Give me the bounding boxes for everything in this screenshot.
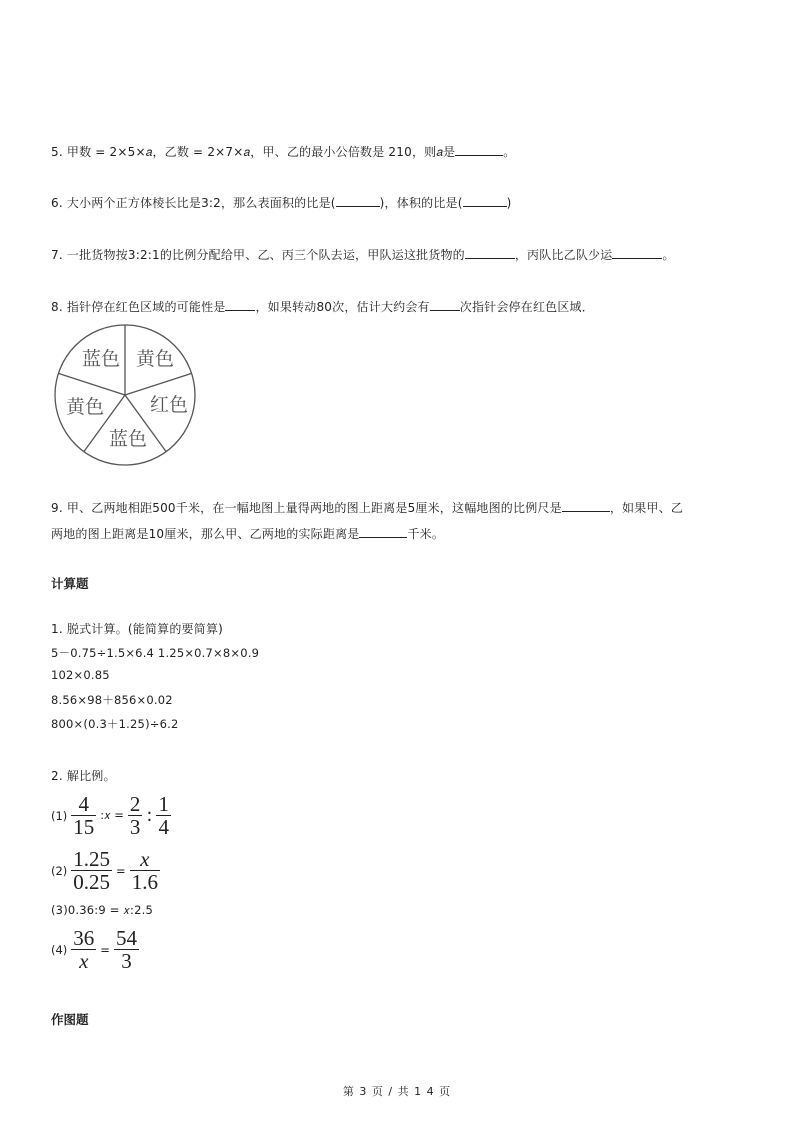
spinner-sector-yellow-top: 黄色 xyxy=(135,348,175,370)
denominator: 3 xyxy=(121,949,132,973)
question-8-text: 8. 指针停在红色区域的可能性是 xyxy=(51,300,226,314)
question-9-text-3: 两地的图上距离是10厘米，那么甲、乙两地的实际距离是 xyxy=(51,527,360,541)
calc-1-title: 1. 脱式计算。(能简算的要简算) xyxy=(51,622,224,636)
colon: : xyxy=(146,805,153,826)
answer-blank[interactable] xyxy=(465,246,515,259)
calc-2-title: 2. 解比例。 xyxy=(51,769,116,783)
calc-1-line: 102×0.85 xyxy=(51,668,110,682)
proportion-2 xyxy=(51,848,160,893)
question-8-text-2: ，如果转动80次，估计大约会有 xyxy=(255,300,430,314)
fraction xyxy=(130,848,160,893)
fraction xyxy=(156,793,171,838)
proportion-operator: :𝑥 = xyxy=(100,808,124,822)
question-7-text-3: 。 xyxy=(662,248,675,262)
answer-blank[interactable] xyxy=(225,298,255,311)
question-5 xyxy=(51,143,515,160)
denominator: 4 xyxy=(158,815,169,839)
calc-1-line: 5－0.75÷1.5×6.4 1.25×0.7×8×0.9 xyxy=(51,646,260,660)
answer-blank[interactable] xyxy=(612,246,662,259)
question-7-text: 7. 一批货物按3:2:1的比例分配给甲、乙、丙三个队去运，甲队运这批货物的 xyxy=(51,248,465,262)
denominator: 15 xyxy=(73,815,95,839)
numerator: 4 xyxy=(78,792,90,816)
denominator: 0.25 xyxy=(73,870,111,894)
question-8-text-3: 次指针会停在红色区域． xyxy=(459,300,594,314)
question-7 xyxy=(51,246,675,263)
spinner-sector-yellow-left: 黄色 xyxy=(65,396,105,418)
numerator: 54 xyxy=(115,926,137,950)
answer-blank[interactable] xyxy=(336,194,380,207)
spinner-divider xyxy=(58,373,125,395)
section-heading-calculation: 计算题 xyxy=(51,576,89,591)
equals-sign: = xyxy=(100,942,110,957)
question-9 xyxy=(51,499,683,516)
question-6-text-2: )，体积的比是( xyxy=(379,196,463,210)
answer-blank[interactable] xyxy=(359,525,407,538)
question-5-text: 5. 甲数 = 2×5×𝑎，乙数 = 2×7×𝑎，甲、乙的最小公倍数是 210，则𝑎是 xyxy=(51,145,456,159)
question-5-tail: 。 xyxy=(503,145,516,159)
question-6 xyxy=(51,194,512,211)
calc-1-line: 800×(0.3＋1.25)÷6.2 xyxy=(51,717,179,731)
proportion-label: (1) xyxy=(51,808,68,823)
answer-blank[interactable] xyxy=(562,499,610,512)
question-9-text: 9. 甲、乙两地相距500千米，在一幅地图上量得两地的图上距离是5厘米，这幅地图的比例尺是 xyxy=(51,501,562,515)
numerator: x xyxy=(140,847,150,871)
proportion-3: (3)0.36:9 = 𝑥:2.5 xyxy=(51,903,154,917)
numerator: 36 xyxy=(73,926,95,950)
spinner-sector-blue-top: 蓝色 xyxy=(81,348,121,370)
spinner-divider xyxy=(125,373,192,395)
fraction xyxy=(128,793,143,838)
fraction xyxy=(114,927,139,972)
question-9-line-2 xyxy=(51,525,444,542)
denominator: 3 xyxy=(129,815,141,839)
proportion-label: (4) xyxy=(51,942,68,957)
equals-sign: = xyxy=(116,863,126,878)
answer-blank[interactable] xyxy=(455,143,503,156)
spinner-sector-red: 红色 xyxy=(149,394,189,416)
calc-1-line: 8.56×98＋856×0.02 xyxy=(51,693,173,707)
question-9-text-4: 千米。 xyxy=(407,527,445,541)
question-7-text-2: ，丙队比乙队少运 xyxy=(514,248,613,262)
proportion-1 xyxy=(51,793,171,838)
denominator: x xyxy=(79,949,89,973)
spinner-figure xyxy=(51,323,201,469)
numerator: 1 xyxy=(158,792,169,816)
section-heading-drawing: 作图题 xyxy=(51,1012,89,1027)
answer-blank[interactable] xyxy=(463,194,507,207)
question-8 xyxy=(51,298,594,315)
spinner-sector-blue-bottom: 蓝色 xyxy=(108,428,148,450)
question-6-text-3: ) xyxy=(506,196,512,210)
numerator: 2 xyxy=(129,792,141,816)
fraction xyxy=(71,793,96,838)
proportion-label: (2) xyxy=(51,863,68,878)
proportion-4 xyxy=(51,927,139,972)
question-6-text: 6. 大小两个正方体棱长比是3:2，那么表面积的比是( xyxy=(51,196,336,210)
fraction xyxy=(71,927,96,972)
numerator: 1.25 xyxy=(73,847,111,871)
fraction xyxy=(71,848,112,893)
page-footer: 第 3 页 / 共 1 4 页 xyxy=(342,1085,452,1098)
question-9-text-2: ，如果甲、乙 xyxy=(609,501,684,515)
denominator: 1.6 xyxy=(131,870,158,894)
answer-blank[interactable] xyxy=(430,298,460,311)
